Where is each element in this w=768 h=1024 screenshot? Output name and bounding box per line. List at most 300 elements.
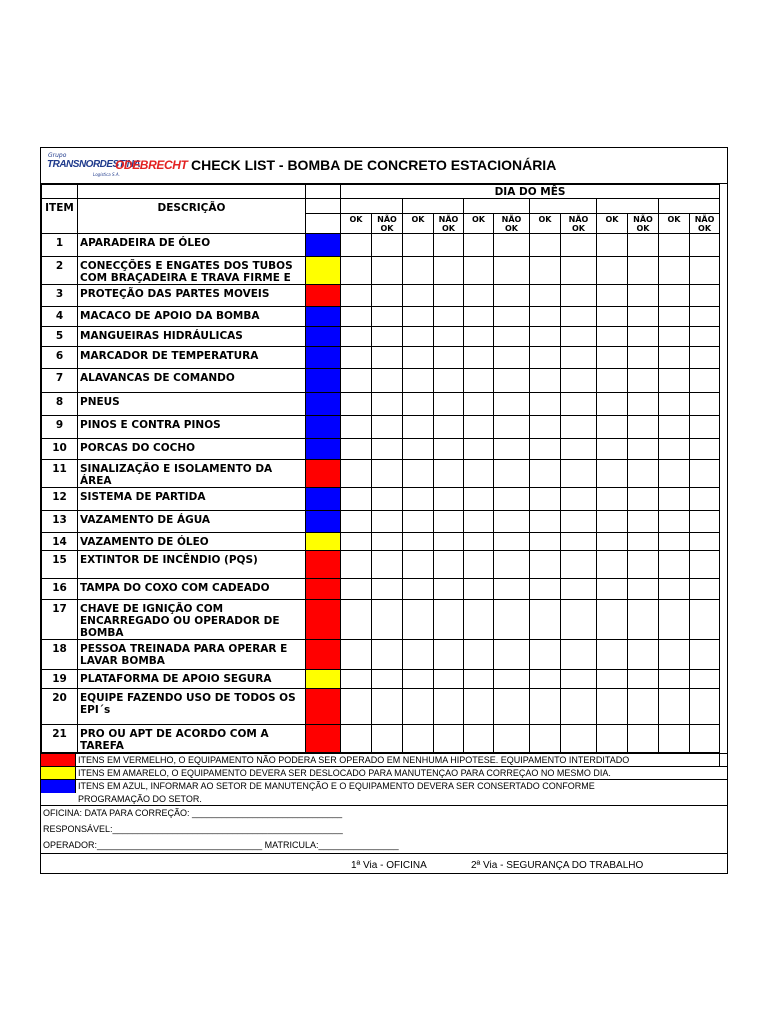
nao-ok-cell[interactable] (628, 327, 659, 347)
ok-cell[interactable] (464, 579, 494, 600)
nao-ok-cell[interactable] (628, 347, 659, 369)
nao-ok-cell[interactable] (561, 640, 597, 670)
nao-ok-cell[interactable] (372, 511, 403, 533)
ok-cell[interactable] (659, 551, 690, 579)
ok-cell[interactable] (341, 511, 372, 533)
ok-cell[interactable] (530, 488, 561, 511)
nao-ok-cell[interactable] (628, 369, 659, 393)
ok-cell[interactable] (464, 257, 494, 285)
nao-ok-cell[interactable] (628, 670, 659, 689)
nao-ok-cell[interactable] (628, 488, 659, 511)
nao-ok-cell[interactable] (372, 439, 403, 460)
nao-ok-cell[interactable] (372, 670, 403, 689)
nao-ok-cell[interactable] (434, 327, 464, 347)
nao-ok-cell[interactable] (494, 460, 530, 488)
nao-ok-cell[interactable] (494, 670, 530, 689)
item-number: 17 (42, 600, 78, 640)
nao-ok-cell[interactable] (561, 488, 597, 511)
ok-cell[interactable] (597, 257, 628, 285)
nao-ok-cell[interactable] (372, 640, 403, 670)
item-description: PROTEÇÃO DAS PARTES MOVEIS (78, 285, 306, 307)
ok-cell[interactable] (464, 670, 494, 689)
ok-cell[interactable] (530, 416, 561, 439)
nao-ok-cell[interactable] (690, 460, 720, 488)
ok-cell[interactable] (597, 369, 628, 393)
ok-cell[interactable] (659, 416, 690, 439)
nao-ok-cell[interactable] (628, 533, 659, 551)
nao-ok-cell[interactable] (434, 579, 464, 600)
ok-cell[interactable] (530, 533, 561, 551)
ok-cell[interactable] (530, 393, 561, 416)
ok-cell[interactable] (464, 416, 494, 439)
checklist-row (42, 640, 720, 670)
ok-cell[interactable] (659, 439, 690, 460)
nao-ok-cell[interactable] (434, 257, 464, 285)
ok-cell[interactable] (403, 551, 434, 579)
ok-cell[interactable] (659, 347, 690, 369)
nao-ok-cell[interactable] (690, 579, 720, 600)
ok-cell[interactable] (597, 670, 628, 689)
nao-ok-cell[interactable] (434, 689, 464, 725)
severity-color-blue (306, 234, 341, 257)
nao-ok-cell[interactable] (561, 257, 597, 285)
nao-ok-cell[interactable] (690, 488, 720, 511)
checklist-row (42, 307, 720, 327)
ok-cell[interactable] (341, 488, 372, 511)
item-number: 6 (42, 347, 78, 369)
nao-ok-cell[interactable] (690, 600, 720, 640)
ok-cell[interactable] (403, 307, 434, 327)
ok-cell[interactable] (597, 347, 628, 369)
nao-ok-cell[interactable] (494, 369, 530, 393)
nao-ok-cell[interactable] (372, 307, 403, 327)
ok-cell[interactable] (464, 327, 494, 347)
nao-ok-cell[interactable] (690, 689, 720, 725)
ok-cell[interactable] (403, 579, 434, 600)
nao-ok-cell[interactable] (494, 257, 530, 285)
nao-ok-cell[interactable] (372, 347, 403, 369)
item-number: 9 (42, 416, 78, 439)
nao-ok-cell[interactable] (372, 725, 403, 753)
nao-ok-cell[interactable] (372, 285, 403, 307)
nao-ok-cell[interactable] (494, 327, 530, 347)
ok-cell[interactable] (341, 640, 372, 670)
ok-cell[interactable] (659, 234, 690, 257)
nao-ok-cell[interactable] (561, 393, 597, 416)
nao-ok-cell[interactable] (494, 307, 530, 327)
nao-ok-cell[interactable] (372, 600, 403, 640)
nao-ok-cell[interactable] (494, 600, 530, 640)
nao-ok-cell[interactable] (561, 670, 597, 689)
severity-color-red (306, 285, 341, 307)
item-description: VAZAMENTO DE ÁGUA (78, 511, 306, 533)
nao-ok-cell[interactable] (372, 579, 403, 600)
nao-ok-cell[interactable] (628, 416, 659, 439)
ok-cell[interactable] (530, 551, 561, 579)
nao-ok-cell[interactable] (561, 725, 597, 753)
nao-ok-cell[interactable] (690, 307, 720, 327)
severity-color-yellow (306, 257, 341, 285)
ok-cell[interactable] (341, 725, 372, 753)
ok-cell[interactable] (597, 689, 628, 725)
checklist-row (42, 670, 720, 689)
nao-ok-cell[interactable] (494, 551, 530, 579)
ok-cell[interactable] (464, 347, 494, 369)
checklist-row (42, 460, 720, 488)
nao-ok-cell[interactable] (372, 533, 403, 551)
ok-cell[interactable] (464, 307, 494, 327)
ok-cell[interactable] (597, 600, 628, 640)
ok-cell[interactable] (530, 689, 561, 725)
nao-ok-cell[interactable] (372, 551, 403, 579)
nao-ok-header: NÃO OK (561, 214, 597, 234)
ok-cell[interactable] (597, 488, 628, 511)
ok-cell[interactable] (530, 327, 561, 347)
ok-cell[interactable] (403, 416, 434, 439)
nao-ok-cell[interactable] (690, 393, 720, 416)
nao-ok-cell[interactable] (494, 393, 530, 416)
checklist-row (42, 488, 720, 511)
ok-cell[interactable] (530, 307, 561, 327)
ok-cell[interactable] (530, 600, 561, 640)
nao-ok-cell[interactable] (690, 257, 720, 285)
nao-ok-cell[interactable] (372, 488, 403, 511)
nao-ok-cell[interactable] (628, 234, 659, 257)
day-header-1 (341, 199, 403, 214)
ok-cell[interactable] (597, 307, 628, 327)
severity-color-blue (306, 327, 341, 347)
ok-cell[interactable] (464, 640, 494, 670)
nao-ok-header: NÃO OK (494, 214, 530, 234)
ok-cell[interactable] (659, 640, 690, 670)
ok-cell[interactable] (403, 327, 434, 347)
ok-cell[interactable] (464, 689, 494, 725)
nao-ok-cell[interactable] (690, 551, 720, 579)
checklist-row (42, 327, 720, 347)
ok-cell[interactable] (659, 327, 690, 347)
ok-cell[interactable] (530, 369, 561, 393)
ok-cell[interactable] (403, 511, 434, 533)
via-seguranca: 2ª Via - SEGURANÇA DO TRABALHO (471, 860, 644, 871)
nao-ok-cell[interactable] (561, 347, 597, 369)
nao-ok-cell[interactable] (561, 600, 597, 640)
nao-ok-cell[interactable] (561, 689, 597, 725)
ok-cell[interactable] (597, 725, 628, 753)
ok-cell[interactable] (659, 689, 690, 725)
nao-ok-cell[interactable] (628, 307, 659, 327)
nao-ok-cell[interactable] (690, 640, 720, 670)
ok-cell[interactable] (659, 725, 690, 753)
nao-ok-cell[interactable] (628, 393, 659, 416)
nao-ok-cell[interactable] (434, 439, 464, 460)
nao-ok-header: NÃO OK (628, 214, 659, 234)
nao-ok-cell[interactable] (494, 347, 530, 369)
nao-ok-cell[interactable] (628, 579, 659, 600)
nao-ok-cell[interactable] (690, 347, 720, 369)
ok-cell[interactable] (597, 640, 628, 670)
nao-ok-cell[interactable] (494, 234, 530, 257)
nao-ok-cell[interactable] (434, 551, 464, 579)
item-number: 11 (42, 460, 78, 488)
footer (41, 805, 727, 850)
ok-cell[interactable] (403, 670, 434, 689)
nao-ok-cell[interactable] (494, 533, 530, 551)
ok-cell[interactable] (659, 511, 690, 533)
ok-cell[interactable] (597, 327, 628, 347)
ok-cell[interactable] (403, 640, 434, 670)
ok-cell[interactable] (464, 439, 494, 460)
ok-cell[interactable] (659, 579, 690, 600)
nao-ok-cell[interactable] (372, 234, 403, 257)
item-number: 15 (42, 551, 78, 579)
item-description: MARCADOR DE TEMPERATURA (78, 347, 306, 369)
nao-ok-cell[interactable] (561, 234, 597, 257)
legend-red (41, 753, 727, 766)
ok-cell[interactable] (659, 393, 690, 416)
ok-cell[interactable] (403, 689, 434, 725)
ok-cell[interactable] (403, 488, 434, 511)
ok-cell[interactable] (403, 393, 434, 416)
item-description: MANGUEIRAS HIDRÁULICAS (78, 327, 306, 347)
nao-ok-cell[interactable] (494, 689, 530, 725)
nao-ok-cell[interactable] (494, 488, 530, 511)
ok-cell[interactable] (341, 551, 372, 579)
ok-cell[interactable] (464, 600, 494, 640)
nao-ok-cell[interactable] (434, 347, 464, 369)
item-number: 16 (42, 579, 78, 600)
ok-cell[interactable] (341, 460, 372, 488)
severity-color-blue (306, 307, 341, 327)
nao-ok-cell[interactable] (561, 285, 597, 307)
ok-header: OK (659, 214, 690, 234)
item-description: CHAVE DE IGNIÇÃO COM ENCARREGADO OU OPERADOR DE BOMBA (78, 600, 306, 640)
ok-cell[interactable] (659, 460, 690, 488)
ok-cell[interactable] (597, 393, 628, 416)
ok-cell[interactable] (464, 460, 494, 488)
nao-ok-cell[interactable] (372, 393, 403, 416)
ok-cell[interactable] (530, 640, 561, 670)
nao-ok-cell[interactable] (561, 533, 597, 551)
ok-cell[interactable] (341, 670, 372, 689)
ok-cell[interactable] (464, 511, 494, 533)
ok-cell[interactable] (597, 533, 628, 551)
ok-cell[interactable] (597, 579, 628, 600)
ok-cell[interactable] (341, 689, 372, 725)
nao-ok-cell[interactable] (494, 416, 530, 439)
ok-cell[interactable] (403, 285, 434, 307)
nao-ok-cell[interactable] (561, 579, 597, 600)
nao-ok-cell[interactable] (434, 600, 464, 640)
nao-ok-cell[interactable] (690, 369, 720, 393)
ok-cell[interactable] (341, 285, 372, 307)
item-number: 12 (42, 488, 78, 511)
ok-cell[interactable] (597, 416, 628, 439)
nao-ok-cell[interactable] (561, 551, 597, 579)
ok-cell[interactable] (597, 285, 628, 307)
legend-yellow-swatch (41, 767, 76, 779)
ok-cell[interactable] (659, 307, 690, 327)
nao-ok-cell[interactable] (494, 511, 530, 533)
nao-ok-cell[interactable] (434, 234, 464, 257)
ok-cell[interactable] (341, 234, 372, 257)
ok-cell[interactable] (341, 600, 372, 640)
ok-cell[interactable] (530, 257, 561, 285)
nao-ok-cell[interactable] (494, 439, 530, 460)
nao-ok-cell[interactable] (628, 257, 659, 285)
nao-ok-cell[interactable] (628, 511, 659, 533)
page-title: CHECK LIST - BOMBA DE CONCRETO ESTACIONÁRIA (191, 157, 557, 173)
item-description: PNEUS (78, 393, 306, 416)
nao-ok-cell[interactable] (434, 307, 464, 327)
nao-ok-cell[interactable] (628, 439, 659, 460)
checklist-row (42, 416, 720, 439)
ok-cell[interactable] (597, 460, 628, 488)
nao-ok-cell[interactable] (690, 725, 720, 753)
ok-cell[interactable] (530, 511, 561, 533)
ok-cell[interactable] (403, 257, 434, 285)
nao-ok-cell[interactable] (561, 439, 597, 460)
nao-ok-cell[interactable] (690, 511, 720, 533)
ok-cell[interactable] (659, 670, 690, 689)
header-row-1 (42, 185, 720, 199)
nao-ok-cell[interactable] (690, 285, 720, 307)
ok-cell[interactable] (403, 533, 434, 551)
ok-cell[interactable] (341, 439, 372, 460)
ok-cell[interactable] (341, 416, 372, 439)
ok-cell[interactable] (341, 347, 372, 369)
ok-cell[interactable] (597, 511, 628, 533)
day-header-2 (403, 199, 464, 214)
nao-ok-cell[interactable] (434, 670, 464, 689)
ok-cell[interactable] (659, 488, 690, 511)
nao-ok-cell[interactable] (434, 393, 464, 416)
ok-cell[interactable] (659, 600, 690, 640)
nao-ok-cell[interactable] (628, 640, 659, 670)
ok-cell[interactable] (597, 551, 628, 579)
ok-cell[interactable] (403, 234, 434, 257)
nao-ok-cell[interactable] (561, 416, 597, 439)
nao-ok-cell[interactable] (434, 725, 464, 753)
ok-cell[interactable] (597, 439, 628, 460)
ok-cell[interactable] (464, 488, 494, 511)
nao-ok-cell[interactable] (628, 460, 659, 488)
nao-ok-cell[interactable] (372, 369, 403, 393)
color-subheader (306, 214, 341, 234)
nao-ok-cell[interactable] (628, 725, 659, 753)
ok-cell[interactable] (341, 327, 372, 347)
nao-ok-cell[interactable] (690, 670, 720, 689)
ok-cell[interactable] (464, 285, 494, 307)
nao-ok-cell[interactable] (372, 689, 403, 725)
ok-cell[interactable] (464, 725, 494, 753)
ok-header: OK (464, 214, 494, 234)
logo-odebrecht: ODEBRECHT (115, 158, 188, 172)
day-header-5 (597, 199, 659, 214)
ok-cell[interactable] (403, 600, 434, 640)
nao-ok-cell[interactable] (628, 600, 659, 640)
ok-cell[interactable] (530, 725, 561, 753)
nao-ok-cell[interactable] (690, 439, 720, 460)
nao-ok-cell[interactable] (561, 511, 597, 533)
ok-cell[interactable] (341, 393, 372, 416)
ok-cell[interactable] (403, 439, 434, 460)
ok-cell[interactable] (530, 285, 561, 307)
ok-cell[interactable] (341, 579, 372, 600)
ok-cell[interactable] (659, 285, 690, 307)
ok-cell[interactable] (341, 369, 372, 393)
item-description: PLATAFORMA DE APOIO SEGURA (78, 670, 306, 689)
nao-ok-cell[interactable] (372, 257, 403, 285)
ok-cell[interactable] (464, 533, 494, 551)
nao-ok-cell[interactable] (434, 511, 464, 533)
ok-cell[interactable] (341, 533, 372, 551)
item-number: 20 (42, 689, 78, 725)
nao-ok-cell[interactable] (628, 551, 659, 579)
nao-ok-cell[interactable] (434, 285, 464, 307)
ok-cell[interactable] (341, 257, 372, 285)
nao-ok-cell[interactable] (434, 460, 464, 488)
nao-ok-cell[interactable] (434, 416, 464, 439)
nao-ok-cell[interactable] (561, 369, 597, 393)
nao-ok-cell[interactable] (690, 533, 720, 551)
ok-cell[interactable] (530, 460, 561, 488)
nao-ok-cell[interactable] (372, 460, 403, 488)
ok-cell[interactable] (530, 670, 561, 689)
nao-ok-cell[interactable] (628, 689, 659, 725)
item-number: 19 (42, 670, 78, 689)
ok-cell[interactable] (464, 393, 494, 416)
ok-cell[interactable] (530, 234, 561, 257)
nao-ok-cell[interactable] (494, 579, 530, 600)
ok-cell[interactable] (403, 347, 434, 369)
ok-cell[interactable] (659, 369, 690, 393)
nao-ok-cell[interactable] (434, 640, 464, 670)
nao-ok-cell[interactable] (628, 285, 659, 307)
ok-header: OK (341, 214, 372, 234)
nao-ok-cell[interactable] (561, 460, 597, 488)
ok-cell[interactable] (464, 234, 494, 257)
day-header-4 (530, 199, 597, 214)
nao-ok-cell[interactable] (372, 416, 403, 439)
ok-cell[interactable] (659, 257, 690, 285)
ok-cell[interactable] (464, 551, 494, 579)
ok-cell[interactable] (464, 369, 494, 393)
ok-cell[interactable] (403, 369, 434, 393)
nao-ok-cell[interactable] (494, 285, 530, 307)
nao-ok-cell[interactable] (434, 533, 464, 551)
nao-ok-cell[interactable] (561, 327, 597, 347)
nao-ok-cell[interactable] (434, 369, 464, 393)
nao-ok-cell[interactable] (494, 640, 530, 670)
ok-cell[interactable] (403, 460, 434, 488)
ok-cell[interactable] (659, 533, 690, 551)
ok-cell[interactable] (530, 579, 561, 600)
nao-ok-cell[interactable] (690, 327, 720, 347)
nao-ok-cell[interactable] (434, 488, 464, 511)
nao-ok-cell[interactable] (690, 234, 720, 257)
ok-cell[interactable] (597, 234, 628, 257)
nao-ok-cell[interactable] (372, 327, 403, 347)
legend-yellow-text: ITENS EM AMARELO, O EQUIPAMENTO DEVERA SER DESLOCADO PARA MANUTENÇAO PARA CORREÇAO NO MESMO DIA. (78, 768, 611, 778)
nao-ok-cell[interactable] (690, 416, 720, 439)
item-number: 18 (42, 640, 78, 670)
ok-cell[interactable] (530, 347, 561, 369)
nao-ok-cell[interactable] (561, 307, 597, 327)
ok-cell[interactable] (530, 439, 561, 460)
nao-ok-cell[interactable] (494, 725, 530, 753)
ok-cell[interactable] (403, 725, 434, 753)
ok-cell[interactable] (341, 307, 372, 327)
